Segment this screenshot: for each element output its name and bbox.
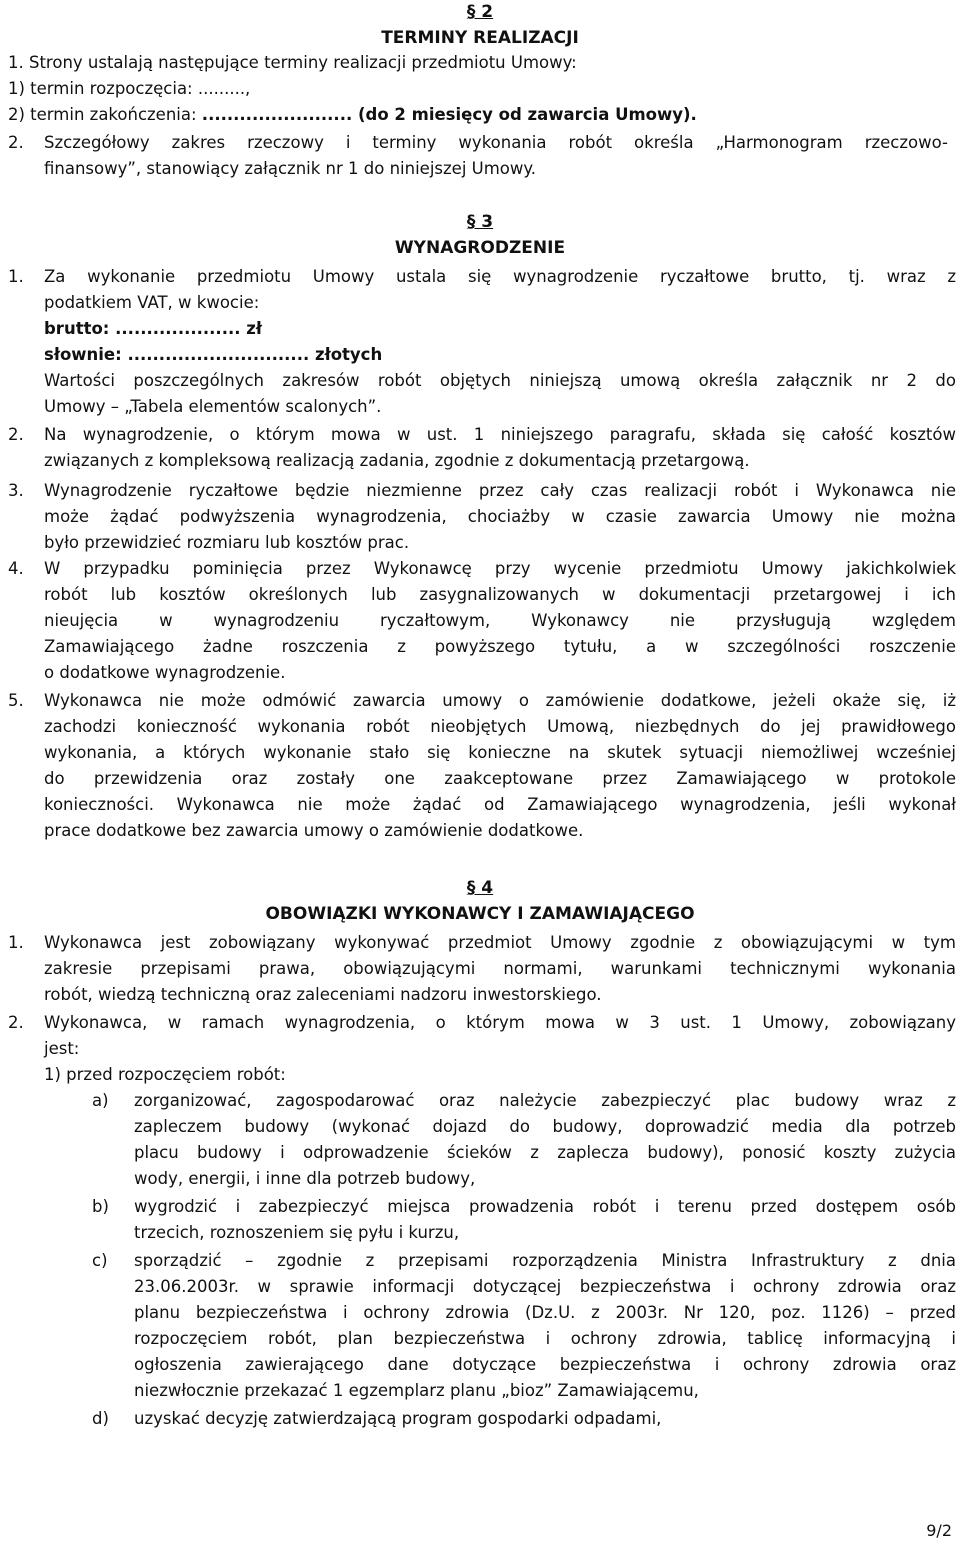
s4-d-line-1: uzyskać decyzję zatwierdzającą program gospodarki odpadami, [134, 1409, 662, 1428]
s3-item-4-line-4: Zamawiającego żadne roszczenia z powyższego tytułu, a w szczególności roszczenie [44, 637, 956, 656]
section-2-symbol: § 2 [466, 2, 494, 22]
page-number: 9/2 [926, 1521, 952, 1540]
s4-c-line-4: rozpoczęciem robót, plan bezpieczeństwa i ochrony zdrowia, tablicę informacyjną i [134, 1329, 956, 1348]
s4-b-label: b) [92, 1197, 109, 1216]
s4-c-line-3: planu bezpieczeństwa i ochrony zdrowia (Dz.U. z 2003r. Nr 120, poz. 1126) – przed [134, 1303, 956, 1322]
s4-b-line-1: wygrodzić i zabezpieczyć miejsca prowadzenia robót i terenu przed dostępem osób [134, 1197, 956, 1216]
s4-item-2-line-1: Wykonawca, w ramach wynagrodzenia, o którym mowa w 3 ust. 1 Umowy, zobowiązany [44, 1013, 956, 1032]
s3-item-2-line-1: Na wynagrodzenie, o którym mowa w ust. 1 niniejszego paragrafu, składa się całość kosztów [44, 425, 956, 444]
s3-item-5-line-3: wykonania, a których wykonanie stało się konieczne na skutek sytuacji niemożliwej wcześniej [44, 743, 956, 762]
s3-item-4-line-5: o dodatkowe wynagrodzenie. [44, 663, 286, 682]
s4-c-line-1: sporządzić – zgodnie z przepisami rozporządzenia Ministra Infrastruktury z dnia [134, 1251, 956, 1270]
s2-item-2-line-1: Szczegółowy zakres rzeczowy i terminy wykonania robót określa „Harmonogram rzeczowo- [44, 133, 948, 152]
s4-item-1-number: 1. [8, 933, 24, 952]
s4-item-2-number: 2. [8, 1013, 24, 1032]
section-2-title: TERMINY REALIZACJI [381, 28, 579, 48]
s3-item-3-line-2: może żądać podwyższenia wynagrodzenia, chociażby w czasie zawarcia Umowy nie można [44, 507, 956, 526]
s3-item-5-line-2: zachodzi konieczność wykonania robót nieobjętych Umową, niezbędnych do jej prawidłowego [44, 717, 956, 736]
s4-a-line-4: wody, energii, i inne dla potrzeb budowy, [134, 1169, 476, 1188]
s4-item-1-line-2: zakresie przepisami prawa, obowiązującymi normami, warunkami technicznymi wykonania [44, 959, 956, 978]
s3-item-5-line-6: prace dodatkowe bez zawarcia umowy o zamówienie dodatkowe. [44, 821, 584, 840]
s3-item-4-number: 4. [8, 559, 24, 578]
s2-item-2-line-2: finansowy”, stanowiący załącznik nr 1 do niniejszej Umowy. [44, 159, 537, 178]
s4-c-label: c) [92, 1251, 108, 1270]
s3-item-5-line-4: do przewidzenia oraz zostały one zaakceptowane przez Zamawiającego w protokole [44, 769, 956, 788]
s3-item-3-line-1: Wynagrodzenie ryczałtowe będzie niezmienne przez cały czas realizacji robót i Wykonawca nie [44, 481, 956, 500]
s3-item-2-line-2: związanych z kompleksową realizacją zadania, zgodnie z dokumentacją przetargową. [44, 451, 750, 470]
s3-item-4-line-1: W przypadku pominięcia przez Wykonawcę przy wycenie przedmiotu Umowy jakichkolwiek [44, 559, 956, 578]
s4-c-line-6: niezwłocznie przekazać 1 egzemplarz planu „bioz” Zamawiającemu, [134, 1381, 699, 1400]
s4-a-line-2: zapleczem budowy (wykonać dojazd do budowy, doprowadzić media dla potrzeb [134, 1117, 956, 1136]
s4-sub-1: 1) przed rozpoczęciem robót: [44, 1065, 286, 1084]
s4-d-label: d) [92, 1409, 109, 1428]
s2-item-1b: 2) termin zakończenia: ........................ (do 2 miesięcy od zawarcia Umowy). [8, 105, 697, 124]
section-3-title: WYNAGRODZENIE [394, 238, 566, 258]
s2-item-1a: 1) termin rozpoczęcia: ........., [8, 79, 251, 98]
s3-item-5-number: 5. [8, 691, 24, 710]
s4-a-line-3: placu budowy i odprowadzenie ścieków z zaplecza budowy), ponosić koszty zużycia [134, 1143, 956, 1162]
s3-item-1-line-6: Umowy – „Tabela elementów scalonych”. [44, 397, 382, 416]
s4-c-line-2: 23.06.2003r. w sprawie informacji dotyczącej bezpieczeństwa i ochrony zdrowia oraz [134, 1277, 956, 1296]
s2-item-1: 1. Strony ustalają następujące terminy realizacji przedmiotu Umowy: [8, 53, 577, 72]
s4-b-line-2: trzecich, roznoszeniem się pyłu i kurzu, [134, 1223, 460, 1242]
s3-item-2-number: 2. [8, 425, 24, 444]
s4-item-1-line-1: Wykonawca jest zobowiązany wykonywać przedmiot Umowy zgodnie z obowiązującymi w tym [44, 933, 956, 952]
s3-item-1-number: 1. [8, 267, 24, 286]
s4-a-line-1: zorganizować, zagospodarować oraz należycie zabezpieczyć plac budowy wraz z [134, 1091, 956, 1110]
s4-a-label: a) [92, 1091, 109, 1110]
section-3-symbol: § 3 [466, 212, 494, 232]
s3-item-5-line-1: Wykonawca nie może odmówić zawarcia umowy o zamówienie dodatkowe, jeżeli okaże się, iż [44, 691, 956, 710]
s3-item-1-line-1: Za wykonanie przedmiotu Umowy ustala się wynagrodzenie ryczałtowe brutto, tj. wraz z [44, 267, 956, 286]
s3-item-1-line-5: Wartości poszczególnych zakresów robót objętych niniejszą umową określa załącznik nr 2 do [44, 371, 956, 390]
s3-item-1-line-2: podatkiem VAT, w kwocie: [44, 293, 260, 312]
s3-item-3-line-3: było przewidzieć rozmiaru lub kosztów prac. [44, 533, 410, 552]
s3-brutto: brutto: .................... zł [44, 319, 262, 338]
s3-item-5-line-5: konieczności. Wykonawca nie może żądać od Zamawiającego wynagrodzenia, jeśli wykonał [44, 795, 956, 814]
s3-item-4-line-2: robót lub kosztów określonych lub zasygnalizowanych w dokumentacji przetargowej i ich [44, 585, 956, 604]
s4-item-2-line-2: jest: [44, 1039, 80, 1058]
section-4-title: OBOWIĄZKI WYKONAWCY I ZAMAWIAJĄCEGO [265, 904, 695, 924]
s3-item-3-number: 3. [8, 481, 24, 500]
s2-item-2-number: 2. [8, 133, 24, 152]
s4-c-line-5: ogłoszenia zawierającego dane dotyczące bezpieczeństwa i ochrony zdrowia oraz [134, 1355, 956, 1374]
section-4-symbol: § 4 [466, 878, 494, 898]
s3-item-4-line-3: nieujęcia w wynagrodzeniu ryczałtowym, Wykonawcy nie przysługują względem [44, 611, 956, 630]
s3-slownie: słownie: ............................. złotych [44, 345, 383, 364]
s4-item-1-line-3: robót, wiedzą techniczną oraz zaleceniami nadzoru inwestorskiego. [44, 985, 602, 1004]
